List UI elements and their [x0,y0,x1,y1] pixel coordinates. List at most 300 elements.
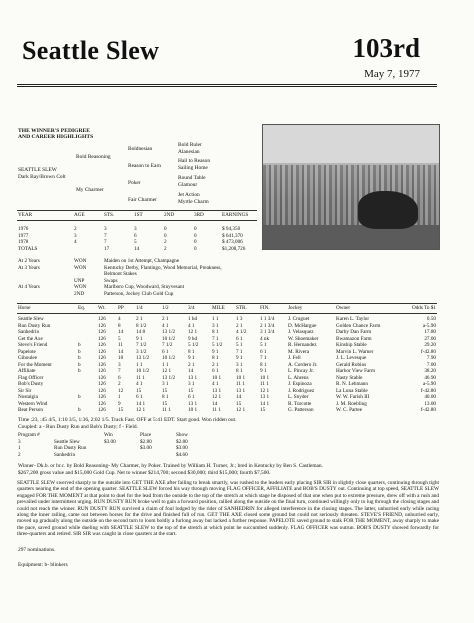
mutuel-cell: $4.60 [176,451,188,458]
chart-cell: 10 1 [236,374,246,381]
chart-cell: 13 1/2 [162,374,176,381]
chart-cell: 13 1 [188,374,198,381]
chart-cell: 126 [98,322,106,329]
record-cell [74,246,104,253]
chart-cell: 6 1 [212,368,219,374]
chart-cell: Sanhedrin [18,329,40,335]
chart-cell: 15 [188,387,194,394]
record-header-row [18,212,248,219]
chart-header-cell: FIN. [260,305,270,311]
chart-cell: 2 1 3/4 [260,322,275,329]
chart-cell: J. Fell [288,355,301,361]
chart-cell: 14 [118,348,124,355]
highlight-cell: At 2 Years [18,258,40,264]
highlight-cell: WON [74,264,87,271]
chart-cell: Get the Axe [18,335,43,342]
career-record-body [18,226,245,252]
chart-cell: b [78,407,81,413]
chart-header-cell: 3/4 [188,305,195,311]
record-cell: 14 [134,245,140,252]
chart-cell: Sir Sir [18,387,32,394]
chart-cell: 126 [98,394,106,400]
chart-header-cell: Horse [18,305,31,311]
chart-cell: 126 [98,335,106,342]
chart-cell: 6 [118,374,121,381]
chart-cell: 12 1 [212,394,222,400]
chart-cell: 4 1 [136,381,143,387]
record-cell: $ 473,006 [222,239,243,245]
highlight-cell: Marlboro Cup, Woodward, Stuyvesant [104,284,185,290]
edition-number: 103rd [352,33,420,63]
chart-cell: Marvin L. Warner [336,348,374,355]
record-cell: 4 [74,239,77,245]
chart-cell: 12 1 [260,387,270,394]
horse-name: SEATTLE SLEW [18,167,57,173]
chart-cell: G. Patterson [288,407,314,413]
record-cell: 7 [104,232,107,239]
chart-cell: J. L. Levesque [336,355,367,361]
chart-cell: Karen L. Taylor [336,316,370,322]
record-cell: 3 [134,226,137,232]
chart-cell: 10 1 [188,407,198,413]
mutuel-cell: Run Dusty Run [54,445,87,451]
chart-cell: Bwamazon Farm [336,335,372,342]
header-divider [17,84,437,87]
chart-cell: Nostalgia [18,394,38,400]
chart-header-cell: PP [118,305,124,311]
chart-header-cell: 1/4 [136,305,143,311]
chart-cell: 9 1 [212,348,219,355]
chart-cell: 3 1 [188,381,195,387]
chart-cell: b [78,355,81,361]
mutuel-cell: Seattle Slew [54,438,80,445]
chart-cell: 2 1 [212,361,219,368]
chart-cell: a-5.90 [422,381,436,387]
chart-cell: 11 1 [162,407,171,413]
chart-cell: R. N. Lehmann [336,381,368,387]
chart-cell: Golden Chance Farm [336,322,381,329]
chart-cell: 10 1 [260,374,270,381]
chart-cell: W. C. Partee [336,407,363,413]
coupled-note: Coupled: a - Run Dusty Run and Bob's Dusty; f - Field. [18,424,138,430]
record-cell: 7 [104,239,107,245]
chart-cell: 3 1 [212,322,219,329]
chart-cell: 29.20 [424,342,436,348]
chart-cell: 1 1 [212,316,219,322]
chart-cell: f-42.80 [420,387,436,394]
highlight-cell: 2ND [74,290,85,297]
chart-cell: 7 [118,368,121,374]
chart-header-cell: Jockey [288,305,303,311]
chart-header-cell: Owner [336,305,351,311]
record-cell: 3 [104,226,107,232]
record-header-cell: 3RD [194,212,204,218]
chart-cell: A. Cordero Jr. [288,361,318,368]
chart-cell: f-42.80 [420,348,436,355]
sire-dam: Reason to Earn [128,163,161,169]
chart-cell: 8 1 [162,394,169,400]
highlight-row [18,291,222,298]
mutuel-cell: $3.00 [104,438,116,445]
chart-cell: 46.90 [424,374,436,381]
chart-cell: 0.50 [426,316,436,322]
chart-cell: 6 1 [260,348,267,355]
dam-sire: Poker [128,180,141,186]
chart-cell: 2 1 [136,316,143,322]
chart-cell: W. Shoemaker [288,335,319,342]
highlight-cell: Maiden on 1st Attempt, Champagne [104,258,180,264]
record-cell: 2 [164,245,167,252]
record-header-rule [17,220,257,221]
mutuel-cell: 2 [18,451,21,458]
chart-cell: 126 [98,355,106,361]
equipment-note: Equipment: b- blinkers [18,562,68,568]
race-chart-header [18,305,436,312]
chart-cell: Kinship Stable [336,342,367,348]
chart-cell: a-5.90 [422,322,436,329]
chart-header-cell: 1/2 [162,305,169,311]
mutuel-row [18,452,212,459]
chart-cell: 14 1 [260,400,270,407]
chart-cell: R. Turcotte [288,400,312,407]
chart-cell: 13.00 [424,400,436,407]
record-header-cell: AGE [74,212,85,218]
highlight-cell [18,291,74,298]
chart-cell: 13 1 [236,387,246,394]
chart-cell: 14 8 [136,329,146,335]
ancestor-2: Alanesian [178,149,200,155]
mutuel-cell: $2.80 [176,438,188,445]
chart-cell: 14 [188,368,194,374]
chart-cell: 4 1 [162,322,169,329]
chart-cell: 126 [98,329,106,335]
purse-note: $267,200 gross value and $15,000 Gold Cup. Net to winner $214,700; second $30,000; third $15,000; fourth $7,500. [18,470,271,476]
chart-cell: 5 1 [260,342,267,348]
career-highlights [18,258,222,297]
chart-cell: 6 1 [136,394,143,400]
chart-cell: 3 1 [236,361,243,368]
chart-cell: 126 [98,316,106,322]
chart-cell: f-42.80 [420,407,436,413]
chart-cell: 15 [162,387,168,394]
photo-sky [263,125,439,163]
chart-cell: Western Wind [18,400,48,407]
chart-cell: 15 [236,400,242,407]
chart-cell: 40.00 [424,394,436,400]
chart-row [18,407,436,414]
record-header-cell: YEAR [18,212,33,218]
chart-cell: b [78,368,81,374]
nominations-note: 297 nominations. [18,547,56,553]
chart-cell: 14 [212,400,218,407]
chart-cell: 2 1 [162,316,169,322]
mutuel-header-cell: Win [104,432,113,438]
chart-top-rule [17,303,437,304]
chart-cell: Flag Officer [18,374,44,381]
chart-cell: 4 [118,316,121,322]
highlight-cell: Belmont Stakes [104,271,137,277]
record-cell: 0 [194,245,197,252]
chart-cell: 15 [260,407,266,413]
race-chart-body [18,316,436,414]
highlight-cell: Kentucky Derby, Flamingo, Wood Memorial, Preakness, [104,264,222,271]
chart-cell: 11 1 [236,381,245,387]
chart-cell: 13 1 [260,394,270,400]
record-header-cell: STS. [104,212,115,218]
ancestor-4: Sailing Home [178,165,208,171]
chart-cell: 126 [98,381,106,387]
chart-cell: 1 1 [136,361,143,368]
chart-header-row [18,305,436,312]
chart-cell: 6 1 [162,348,169,355]
highlight-cell: WON [74,258,87,264]
chart-cell: Bob's Dusty [18,381,44,387]
chart-cell: 14 [236,394,242,400]
record-cell: 6 [134,232,137,239]
chart-header-cell: MILE [212,305,225,311]
chart-cell: b [78,394,81,400]
highlight-cell: WON [74,284,87,290]
chart-cell: J. Rodriguez [288,387,315,394]
chart-cell: 5 1/2 [188,342,199,348]
chart-cell: 5 1/2 [212,342,223,348]
chart-cell: 2 [118,381,121,387]
chart-cell: 1 hd [188,316,198,322]
chart-cell: 12 [118,387,124,394]
mutuel-cell [140,452,176,459]
mutuel-cell: $3.00 [176,445,188,451]
chart-cell: 8 1 [236,368,243,374]
chart-cell: 126 [98,348,106,355]
mutuel-cell: 3 [18,438,21,445]
chart-cell: 13 1 [212,387,222,394]
chart-cell: 9 1 [236,355,243,361]
chart-cell: 12 1 [162,368,172,374]
chart-cell: 6 1 [188,394,195,400]
career-record-table [18,212,248,219]
chart-cell: 3 1/2 [136,348,147,355]
chart-cell: Run Dusty Run [18,322,51,329]
chart-cell: 4 1 [188,322,195,329]
record-header-cell: 2ND [164,212,175,218]
sire: Bold Reasoning [76,154,111,160]
chart-cell: 7 1/2 [136,342,147,348]
chart-cell: 7.00 [426,361,436,368]
chart-cell: Giboulee [18,355,38,361]
record-cell: $1,208,726 [222,245,246,252]
chart-cell: 126 [98,374,106,381]
chart-cell: 9 1 [188,355,195,361]
horse-color: Dark Bay/Brown Colt [18,174,66,180]
pedigree-heading: THE WINNER'S PEDIGREE [18,128,91,134]
chart-cell: J. Cruguet [288,316,310,322]
chart-cell: 15 [118,407,124,413]
record-cell: 2 [74,226,77,232]
mutuel-cell [104,452,140,459]
chart-cell: 8 1 [212,355,219,361]
ancestor-3: Hail to Reason [178,158,211,164]
chart-cell: 13 1/2 [136,355,150,361]
chart-cell: M. Rivera [288,348,310,355]
chart-cell: 8 [118,322,121,329]
chart-cell: 9 1 [136,335,143,342]
chart-cell: 8 1/2 [136,322,147,329]
record-cell: 0 [194,239,197,245]
highlight-cell: At 3 Years [18,264,40,271]
chart-cell: 126 [98,400,106,407]
record-row [18,246,245,253]
chart-cell: b [78,361,81,368]
record-cell: 0 [164,232,167,239]
chart-cell: 10 1/2 [136,368,150,374]
chart-cell: 13 1 [188,400,198,407]
race-date: May 7, 1977 [364,68,420,80]
ancestor-8: Myrtle Charm [178,199,209,205]
chart-cell: b [78,342,81,348]
chart-cell: W. W. Farish III [336,394,370,400]
mutuel-cell: 1 [18,445,21,451]
chart-cell: Papelote [18,348,36,355]
chart-cell: 5 [118,335,121,342]
chart-cell: 1 1 3/4 [260,316,275,322]
chart-cell: 126 [98,368,106,374]
mutuel-cell: $3.00 [140,445,152,451]
record-cell: 1977 [18,232,29,239]
chart-cell: 3 1 3/4 [260,329,275,335]
photo-ground [263,225,439,249]
chart-cell: Darby Dan Farm [336,329,372,335]
record-cell: 0 [194,226,197,232]
chart-cell: 3 [118,361,121,368]
race-narrative: SEATTLE SLEW swerved sharply to the outside into GET THE AXE after failing to break smartly, was rushed to the leaders early placing SIR SIR in slightly close quarters, continuing through tight quarters nearing the end of the opening quarter. SEATTLE SLEW forced his way through moving FLAG OFFICER, AFFILIATE and BOB'S DUSTY out. Continuing at top speed, SEATTLE SLEW engaged FOR THE MOMENT at that point to duel for the lead from the outside to the top of the stretch at which stage he disposed of that one when put to extreme pressure, drew off with a rush and prevailed under intermittent urging. RUN DUSTY RUN broke well to gain a forward position, rallied along the outside on the final turn, continued willingly only to lug through the closing stages and could not reach the winner. RUN DUSTY RUN survived a claim of foul lodged by the rider of SANHEDRIN for alleged interference in the closing stages. The latter, unhurried early while racing along the inner railing, came out between horses for the drive and finished full of run. GET THE AXE closed some ground but could not seriously threaten. STEVE'S FRIEND, unhurried early, moved up gradually along the outside on the second turn to loom boldly a furlong away but lacked a further response. PAPELOTE saved ground to stalk FOR THE MOMENT, away sharply to make the pace, saved ground while dueling with SEATTLE SLEW to the top of the stretch at which point he succumbed suddenly. FLAG OFFICER was outrun. BOB'S DUSTY showed forwardly for three-quarters and retired. SIR SIR was caught in close quarters at the start. [17,480,439,538]
record-cell: 0 [194,232,197,239]
chart-cell: b [78,348,81,355]
mutuel-payoffs [18,432,212,458]
chart-cell: 1 3 [236,316,243,322]
chart-cell: 11 [118,342,123,348]
chart-cell: 6 1 [236,335,243,342]
record-header-cell: EARNINGS [222,212,249,218]
highlight-cell: UNP [74,277,85,284]
chart-cell: 8 1 [188,348,195,355]
chart-cell: 14 [118,329,124,335]
pedigree-subheading: AND CAREER HIGHLIGHTS [18,134,94,140]
record-cell: 0 [164,226,167,232]
chart-cell: 10 1/2 [162,335,176,342]
ancestor-7: Jet Action [178,192,200,198]
dam-dam: Fair Charmer [128,197,157,203]
chart-cell: 12 1 [136,407,146,413]
ancestor-6: Glamour [178,182,198,188]
chart-cell: La Luna Stable [336,387,368,394]
chart-cell: Beat Person [18,407,43,413]
mutuel-header-cell: Show [176,432,188,438]
chart-cell: Nasty Stable [336,374,363,381]
record-cell: 1976 [18,226,29,232]
chart-cell: 126 [98,407,106,413]
chart-cell: 11 1 [136,374,145,381]
breeding-note: Winner- Dk.b. or br.c. by Bold Reasoning- My Charmer, by Poker. Trained by William H. Turner, Jr.; bred in Kentucky by Ben S. Castleman. [18,463,323,469]
chart-cell: J. M. Roebling [336,400,367,407]
chart-header-cell: STR. [236,305,247,311]
chart-cell: 17.80 [424,329,436,335]
chart-cell: 4 1/2 [236,329,247,335]
highlight-cell: Patterson, Jockey Club Gold Cup [104,290,174,297]
chart-cell: L. Snyder [288,394,309,400]
record-cell: $ 641,370 [222,232,243,239]
record-cell: TOTALS [18,245,38,252]
chart-cell: 126 [98,387,106,394]
record-cell: 2 [164,239,167,245]
chart-cell: 15 [136,387,142,394]
chart-cell: 13 1/2 [162,329,176,335]
mutuel-header-cell: Program # [18,432,40,438]
chart-header-cell: Odds To $1 [411,305,436,311]
chart-cell: 12 1 [188,329,198,335]
chart-cell: J. Velasquez [288,329,314,335]
chart-cell: J. Espinoza [288,381,312,387]
mutuel-header-cell: Place [140,432,152,438]
mutuel-cell: Sanhedrin [54,451,76,458]
chart-cell: 11 1 [212,407,221,413]
chart-cell: 8 1 [260,361,267,368]
chart-cell: 2 1 [236,322,243,329]
chart-cell: 38.20 [424,368,436,374]
chart-cell: 27.00 [424,335,436,342]
chart-cell: 7 1 [236,348,243,355]
chart-header-cell: Eq. [78,305,86,311]
chart-cell: 12 1 [236,407,246,413]
chart-cell: 9 [118,400,121,407]
race-times: Time :23, :45 4/5, 1:10 3/5, 1:36, 2:02 1/5. Track Fast. OFF at 5:41 EDT. Start good. Won ridden out. [18,417,237,423]
chart-cell: 126 [98,361,106,368]
highlight-cell: At 4 Years [18,284,40,290]
chart-cell: 7 1/2 [162,342,173,348]
mutuel-cell: $2.80 [140,438,152,445]
record-cell: 5 [134,239,137,245]
chart-cell: 7 1 [260,355,267,361]
sire-sire: Boldnesian [128,146,153,152]
record-cell: $ 94,350 [222,226,241,232]
highlight-cell: Swaps [104,277,118,284]
chart-cell: Seattle Slew [18,316,44,322]
chart-cell: 14 1 [136,400,146,407]
chart-cell: Gerald Robins [336,361,367,368]
chart-header-cell: Wt. [98,305,106,311]
ancestor-1: Bold Ruler [178,142,202,148]
record-cell: 3 [74,232,77,239]
chart-cell: R. Hernandez [288,342,317,348]
chart-cell: Harbor View Farm [336,368,376,374]
chart-cell: 11 1 [260,381,269,387]
chart-cell: 10 [118,355,124,361]
chart-cell: 9 hd [188,335,198,342]
chart-cell: For the Moment [18,361,52,368]
chart-cell: Affiliate [18,368,36,374]
chart-cell: L. Pincay Jr. [288,368,314,374]
record-top-rule [17,210,257,211]
chart-cell: 5 1 [236,342,243,348]
record-header-cell: 1ST [134,212,143,218]
page-title: Seattle Slew [22,36,160,65]
chart-cell: 8 1 [212,329,219,335]
chart-cell: 126 [98,342,106,348]
chart-cell: 15 [162,400,168,407]
ancestor-5: Round Table [178,175,206,181]
chart-cell: 2 1 [188,361,195,368]
winner-photo [262,124,440,250]
chart-cell: 10 1 [212,374,222,381]
